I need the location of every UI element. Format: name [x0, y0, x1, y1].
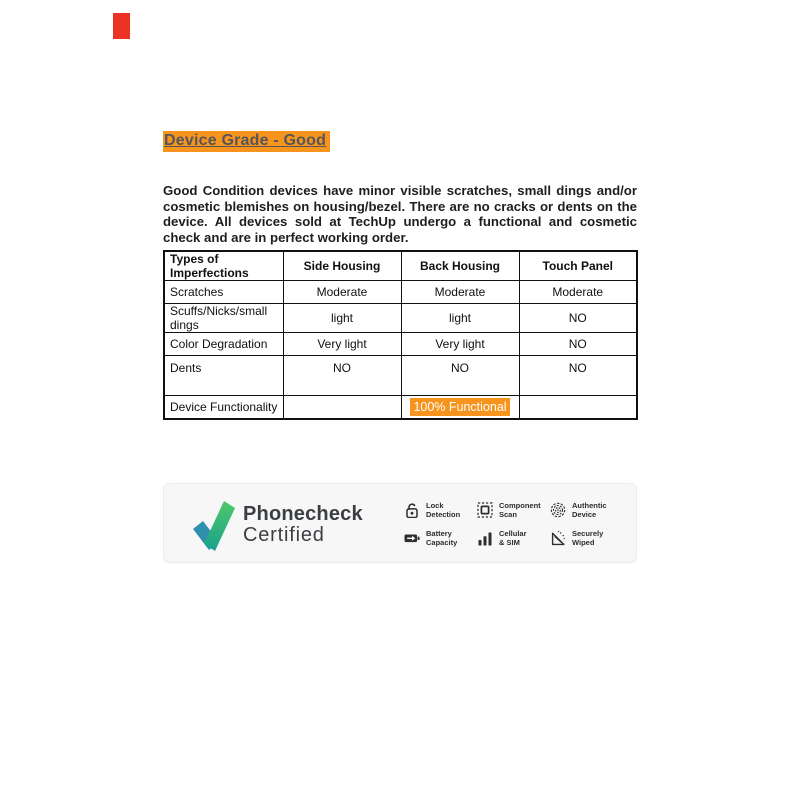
battery-icon	[404, 530, 420, 546]
row-label: Scuffs/Nicks/small dings	[164, 304, 283, 333]
imperfections-table	[163, 250, 638, 420]
table-cell: Very light	[283, 333, 401, 356]
table-cell: Very light	[401, 333, 519, 356]
wipe-icon	[550, 530, 566, 546]
red-marker	[113, 13, 130, 39]
table-cell	[283, 396, 401, 420]
table-cell: NO	[519, 333, 637, 356]
brand-subtitle: Certified	[243, 524, 325, 546]
column-header: Back Housing	[401, 251, 519, 281]
feature-label: Authentic Device	[572, 501, 607, 519]
feature-label: Securely Wiped	[572, 529, 604, 547]
functional-highlight: 100% Functional	[410, 398, 509, 416]
brand-name: Phonecheck	[243, 503, 363, 525]
column-header: Touch Panel	[519, 251, 637, 281]
row-label: Device Functionality	[164, 396, 283, 420]
table-cell: NO	[519, 304, 637, 333]
table-cell: Moderate	[401, 281, 519, 304]
row-label: Dents	[164, 356, 283, 396]
feature-label: Battery Capacity	[426, 529, 458, 547]
table-cell: light	[283, 304, 401, 333]
feature-item	[477, 501, 550, 520]
table-row	[164, 396, 637, 420]
feature-label: Component Scan	[499, 501, 541, 519]
condition-description: Good Condition devices have minor visible scratches, small dings and/or cosmetic blemishes on housing/bezel. There are no cracks or dents on the device. All devices sold at TechUp undergo a functional and cosmetic check and are in perfect working order.	[163, 183, 637, 245]
feature-item	[404, 529, 477, 548]
page-title: Device Grade - Good	[163, 131, 330, 152]
signal-bars-icon	[477, 530, 493, 546]
brand-text	[243, 504, 363, 546]
table-row	[164, 356, 637, 396]
feature-item	[550, 501, 623, 520]
table-cell: NO	[401, 356, 519, 396]
table-cell: light	[401, 304, 519, 333]
row-label: Color Degradation	[164, 333, 283, 356]
table-row	[164, 333, 637, 356]
feature-label: Lock Detection	[426, 501, 461, 519]
table-cell	[519, 396, 637, 420]
feature-label: Cellular & SIM	[499, 529, 527, 547]
lock-icon	[404, 502, 420, 518]
certification-features	[404, 501, 623, 548]
feature-item	[477, 529, 550, 548]
phonecheck-checkmark-icon	[190, 499, 236, 551]
table-row	[164, 281, 637, 304]
phonecheck-certified-badge	[163, 483, 637, 563]
fingerprint-icon	[550, 502, 566, 518]
feature-item	[404, 501, 477, 520]
feature-item	[550, 529, 623, 548]
table-cell: Moderate	[519, 281, 637, 304]
table-row	[164, 304, 637, 333]
column-header: Side Housing	[283, 251, 401, 281]
row-label: Scratches	[164, 281, 283, 304]
table-cell	[401, 396, 519, 420]
table-cell: Moderate	[283, 281, 401, 304]
table-cell: NO	[519, 356, 637, 396]
table-header-row	[164, 251, 637, 281]
table-cell: NO	[283, 356, 401, 396]
column-header: Types of Imperfections	[164, 251, 283, 281]
component-scan-icon	[477, 502, 493, 518]
